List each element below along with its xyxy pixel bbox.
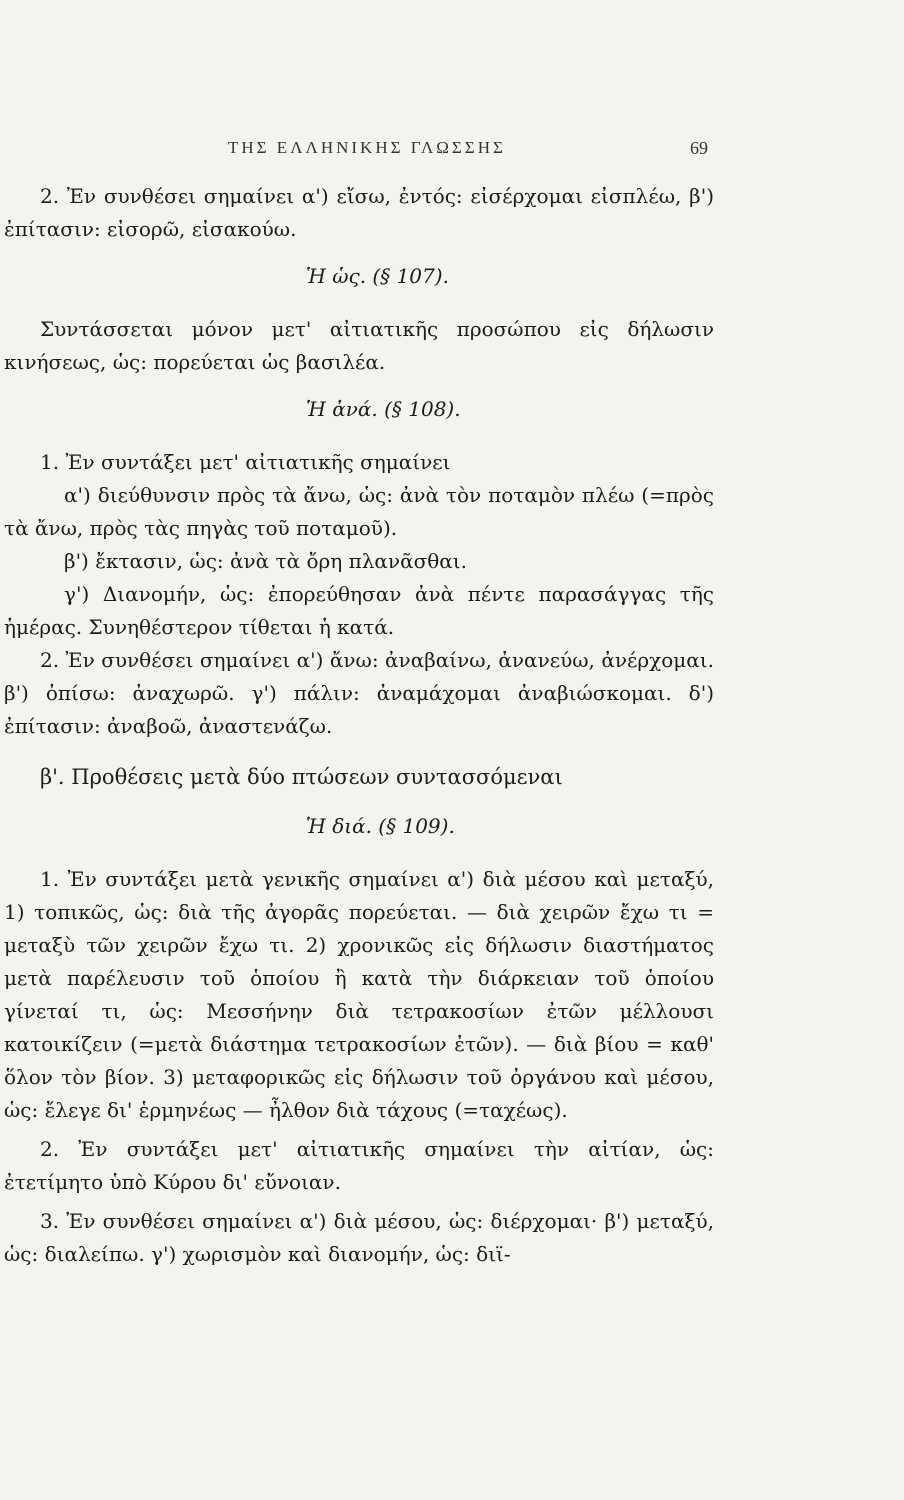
page-body	[0, 180, 904, 1271]
paragraph: 1. Ἐν συντάξει μετὰ γενικῆς σημαίνει α') διὰ μέσου καὶ μεταξύ, 1) τοπικῶς, ὡς: διὰ τῆς ἀγορᾶς πορεύεται. — διὰ χειρῶν ἔχω τι = μεταξὺ τῶν χειρῶν ἔχω τι. 2) χρονικῶς εἰς δήλωσιν διαστήματος μετὰ παρέλευσιν τοῦ ὁποίου ἢ κατὰ τὴν διάρκειαν τοῦ ὁποίου γίνεταί τι, ὡς: Μεσσήνην διὰ τετρακοσίων ἐτῶν μέλλουσι κατοικίζειν (=μετὰ διάστημα τετρακοσίων ἐτῶν). — διὰ βίου = καθ' ὅλον τὸν βίον. 3) μεταφορικῶς εἰς δήλωσιν τοῦ ὀργάνου καὶ μέσου, ὡς: ἔλεγε δι' ἑρμηνέως — ἦλθον διὰ τάχους (=ταχέως).	[4, 867, 714, 1122]
paragraph: γ') Διανομήν, ὡς: ἐπορεύθησαν ἀνὰ πέντε παρασάγγας τῆς ἡμέρας. Συνηθέστερον τίθεται ἡ κατά.	[4, 582, 714, 639]
section-heading: β'. Προθέσεις μετὰ δύο πτώσεων συντασσόμεναι	[40, 765, 563, 789]
paragraph: Συντάσσεται μόνον μετ' αἰτιατικῆς προσώπου εἰς δήλωσιν κινήσεως, ὡς: πορεύεται ὡς βασιλέα.	[4, 317, 714, 374]
paragraph: 1. Ἐν συντάξει μετ' αἰτιατικῆς σημαίνει	[40, 450, 451, 474]
page-number: 69	[690, 138, 708, 158]
paragraph: 2. Ἐν συνθέσει σημαίνει α') ἄνω: ἀναβαίνω, ἀνανεύω, ἀνέρχομαι. β') ὀπίσω: ἀναχωρῶ. γ') πάλιν: ἀναμάχομαι ἀναβιώσκομαι. δ') ἐπίτασιν: ἀναβοῶ, ἀναστενάζω.	[4, 648, 714, 738]
paragraph: β') ἔκτασιν, ὡς: ἀνὰ τὰ ὄρη πλανᾶσθαι.	[64, 549, 467, 573]
running-title: ΤΗΣ ΕΛΛΗΝΙΚΗΣ ΓΛΩΣΣΗΣ	[228, 138, 506, 157]
subheading: Ἡ ἀνά. (§ 108).	[306, 397, 461, 421]
paragraph: 2. Ἐν συνθέσει σημαίνει α') εἴσω, ἐντός: εἰσέρχομαι εἰσπλέω, β') ἐπίτασιν: εἰσορῶ, εἰσακούω.	[4, 184, 714, 241]
running-header	[0, 138, 904, 168]
paragraph: α') διεύθυνσιν πρὸς τὰ ἄνω, ὡς: ἀνὰ τὸν ποταμὸν πλέω (=πρὸς τὰ ἄνω, πρὸς τὰς πηγὰς τοῦ ποταμοῦ).	[4, 483, 714, 540]
paragraph: 2. Ἐν συντάξει μετ' αἰτιατικῆς σημαίνει τὴν αἰτίαν, ὡς: ἐτετίμητο ὑπὸ Κύρου δι' εὔνοιαν.	[4, 1137, 714, 1194]
subheading: Ἡ διά. (§ 109).	[306, 814, 455, 838]
subheading: Ἡ ὡς. (§ 107).	[306, 264, 449, 288]
paragraph: 3. Ἐν συνθέσει σημαίνει α') διὰ μέσου, ὡς: διέρχομαι· β') μεταξύ, ὡς: διαλείπω. γ') χωρισμὸν καὶ διανομήν, ὡς: διϊ-	[4, 1209, 714, 1266]
